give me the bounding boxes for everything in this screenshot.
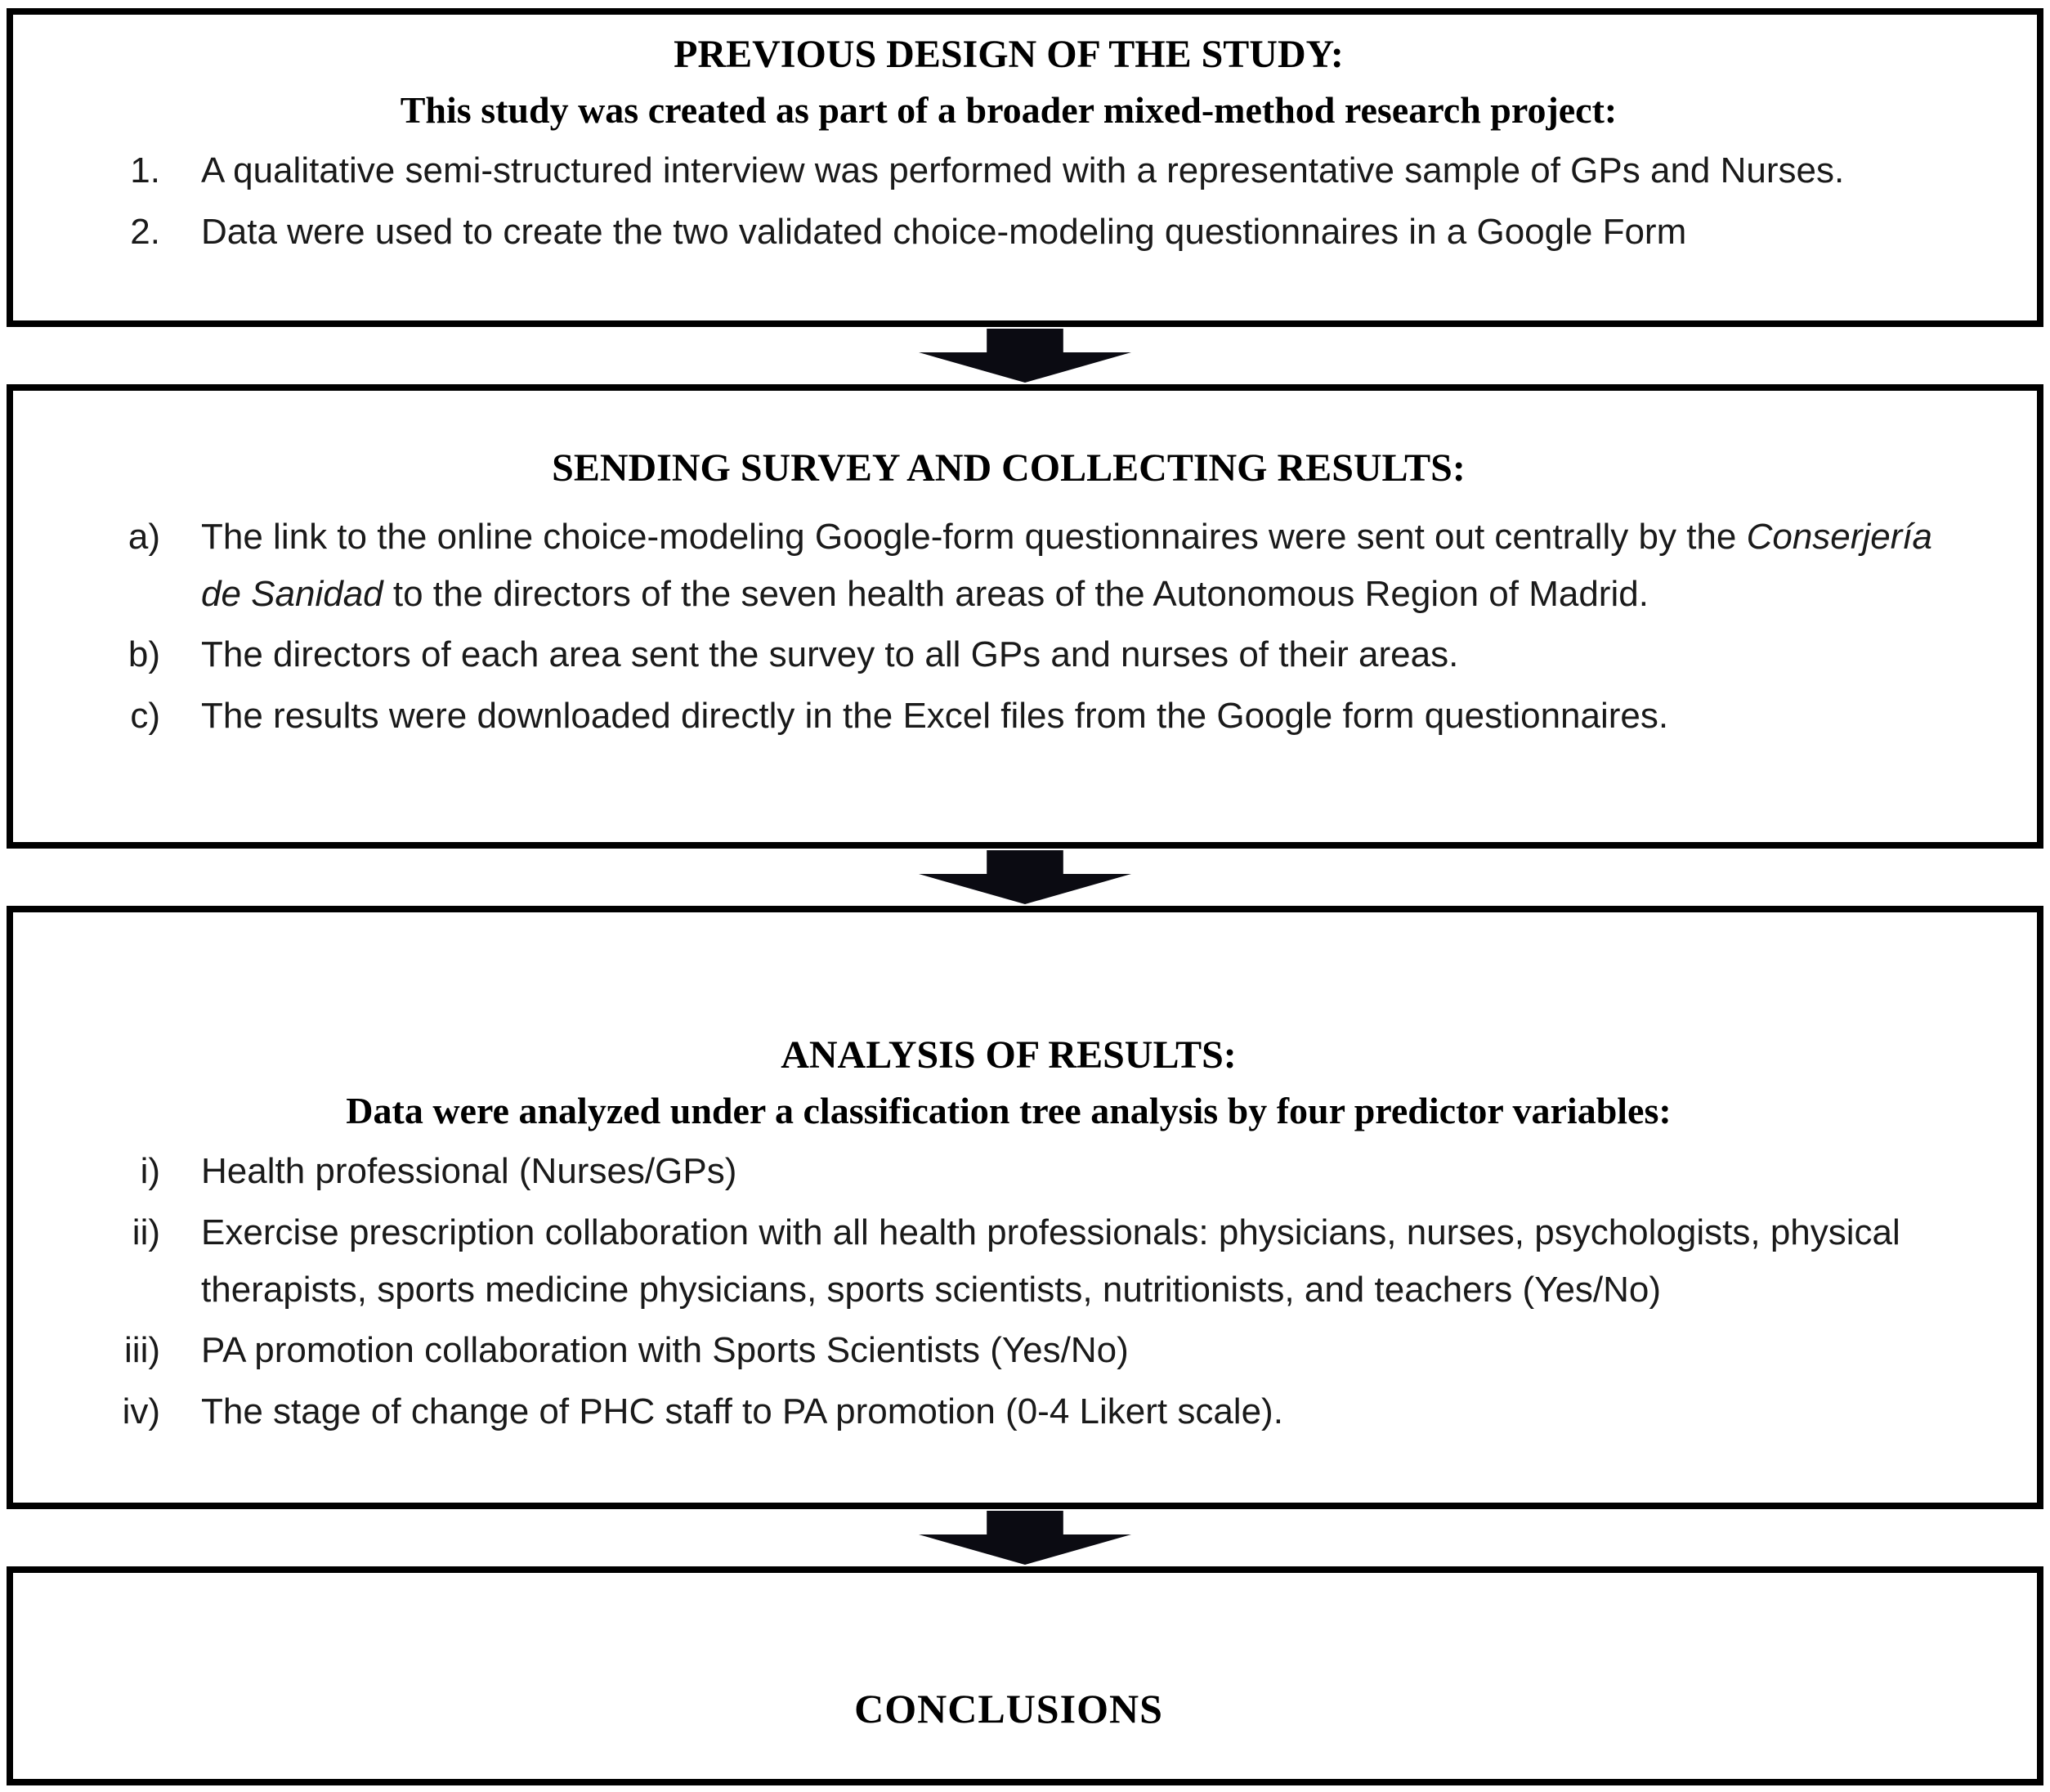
box-conclusions: [7, 1566, 2043, 1785]
list-marker: iv): [122, 1391, 160, 1431]
lettered-list: [38, 508, 1980, 746]
list-text: A qualitative semi-structured interview was performed with a representative sample of GPs and Nurses.: [201, 150, 1845, 191]
numbered-list: [38, 142, 1980, 261]
box-sending-survey: [7, 384, 2043, 849]
list-item: [38, 688, 1980, 745]
list-marker: a): [128, 516, 160, 557]
italic-text: Conserjería de Sanidad: [201, 516, 1933, 614]
list-marker: 2.: [130, 211, 160, 252]
list-marker: 1.: [130, 150, 160, 191]
list-text: The results were downloaded directly in the Excel files from the Google form questionnaires.: [201, 695, 1669, 736]
connector: [7, 327, 2043, 384]
box-subtitle: Data were analyzed under a classification tree analysis by four predictor variables:: [346, 1089, 1672, 1131]
list-text: The directors of each area sent the survey to all GPs and nurses of their areas.: [201, 634, 1459, 675]
box-previous-design: [7, 8, 2043, 327]
list-item: [38, 1143, 1980, 1200]
list-item: [38, 1204, 1980, 1319]
box-title: SENDING SURVEY AND COLLECTING RESULTS:: [552, 446, 1466, 490]
list-marker: i): [140, 1151, 160, 1192]
list-marker: ii): [132, 1212, 160, 1252]
list-text: Health professional (Nurses/GPs): [201, 1151, 737, 1192]
box-title: ANALYSIS OF RESULTS:: [781, 1033, 1237, 1077]
list-item: [38, 1322, 1980, 1379]
text-segment: to the directors of the seven health areas of the Autonomous Region of Madrid.: [383, 573, 1649, 614]
connector: [7, 849, 2043, 906]
list-text: [201, 508, 1980, 624]
list-item: [38, 142, 1980, 199]
box-analysis-results: [7, 906, 2043, 1509]
list-item: [38, 508, 1980, 624]
box-subtitle: This study was created as part of a broader mixed-method research project:: [400, 88, 1618, 131]
list-item: [38, 626, 1980, 683]
list-text: Exercise prescription collaboration with all health professionals: physicians, nurses, psychologists, physical therapists, sports medicine physicians, sports scientists, nutritionists, and teachers (Yes/No): [201, 1212, 1900, 1310]
down-arrow-icon: [919, 329, 1131, 383]
connector: [7, 1509, 2043, 1566]
down-arrow-icon: [919, 850, 1131, 904]
list-item: [38, 1383, 1980, 1440]
text-segment: The link to the online choice-modeling Google-form questionnaires were sent out centrally by the: [201, 516, 1747, 557]
down-arrow-icon: [919, 1511, 1131, 1565]
list-marker: c): [130, 695, 160, 736]
roman-list: [38, 1143, 1980, 1440]
list-text: PA promotion collaboration with Sports Scientists (Yes/No): [201, 1330, 1129, 1371]
list-text: The stage of change of PHC staff to PA promotion (0-4 Likert scale).: [201, 1391, 1283, 1431]
list-marker: iii): [124, 1330, 160, 1371]
list-marker: b): [128, 634, 160, 675]
box-title: PREVIOUS DESIGN OF THE STUDY:: [674, 33, 1344, 76]
box-title: CONCLUSIONS: [854, 1686, 1163, 1732]
list-text: Data were used to create the two validated choice-modeling questionnaires in a Google Form: [201, 211, 1687, 252]
list-item: [38, 204, 1980, 261]
